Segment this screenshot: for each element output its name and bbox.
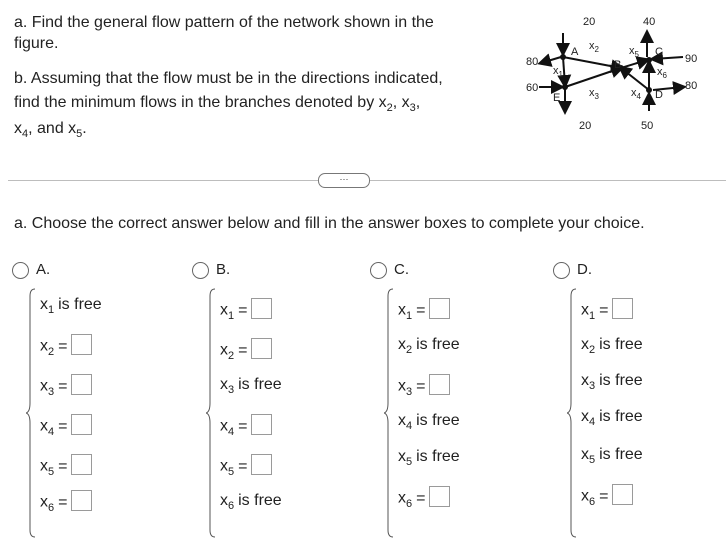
answer-input-box[interactable] — [251, 298, 272, 319]
radio-button[interactable] — [12, 262, 29, 279]
part-b-line2: find the minimum flows in the branches denoted by $x_2$, $x_3$, — [14, 94, 421, 114]
option-row-x5: $x_5$ is free — [398, 448, 460, 468]
option-row-x4: $x_4$ is free — [398, 412, 460, 432]
answer-input-box[interactable] — [71, 414, 92, 435]
option-row-x6: $x_6$ is free — [220, 492, 282, 512]
option-row-x3: $x_3$ = — [398, 376, 450, 397]
network-flow-diagram — [525, 5, 715, 135]
x3-label: $x_3$ — [589, 87, 599, 101]
answer-input-box[interactable] — [251, 454, 272, 475]
answer-input-box[interactable] — [612, 484, 633, 505]
left-brace — [567, 288, 577, 538]
radio-button[interactable] — [553, 262, 570, 279]
node-D: D — [655, 89, 663, 101]
x2-label: $x_2$ — [589, 40, 599, 54]
node-A: A — [571, 46, 579, 58]
option-row-x4: $x_4$ is free — [581, 408, 643, 428]
label-40: 40 — [643, 16, 656, 28]
x1-label: $x_1$ — [553, 65, 563, 79]
out-left-upper — [541, 57, 561, 63]
option-row-x1: $x_1$ is free — [40, 296, 102, 316]
option-row-x2: $x_2$ = — [40, 336, 92, 357]
option-row-x6: $x_6$ = — [398, 488, 450, 509]
option-letter: D. — [577, 261, 592, 278]
option-letter: A. — [36, 261, 51, 278]
option-row-x3: $x_3$ = — [40, 376, 92, 397]
node-C: C — [655, 46, 663, 58]
label-60: 60 — [526, 82, 539, 94]
option-row-x1: $x_1$ = — [220, 300, 272, 321]
part-a-line2: figure. — [14, 35, 59, 52]
answer-input-box[interactable] — [251, 414, 272, 435]
question-part-b — [14, 68, 443, 141]
edge-B-C — [621, 60, 647, 68]
option-row-x4: $x_4$ = — [40, 416, 92, 437]
expand-more-button[interactable]: ··· — [318, 173, 370, 188]
option-row-x6: $x_6$ = — [581, 486, 633, 507]
radio-button[interactable] — [192, 262, 209, 279]
option-row-x1: $x_1$ = — [581, 300, 633, 321]
label-80-left: 80 — [526, 56, 539, 68]
x6-label: $x_6$ — [657, 66, 667, 80]
option-letter: B. — [216, 261, 231, 278]
option-row-x4: $x_4$ = — [220, 416, 272, 437]
option-row-x2: $x_2$ is free — [581, 336, 643, 356]
question-part-a — [14, 12, 434, 54]
left-brace — [384, 288, 394, 538]
option-row-x3: $x_3$ is free — [581, 372, 643, 392]
left-brace — [206, 288, 216, 538]
option-row-x5: $x_5$ = — [220, 456, 272, 477]
answer-input-box[interactable] — [251, 338, 272, 359]
answer-input-box[interactable] — [71, 454, 92, 475]
answer-input-box[interactable] — [71, 490, 92, 511]
answer-input-box[interactable] — [612, 298, 633, 319]
edge-E-B — [565, 68, 621, 87]
option-letter: C. — [394, 261, 409, 278]
answer-input-box[interactable] — [429, 374, 450, 395]
radio-button[interactable] — [370, 262, 387, 279]
option-row-x5: $x_5$ is free — [581, 446, 643, 466]
option-row-x6: $x_6$ = — [40, 492, 92, 513]
label-80-right: 80 — [685, 80, 698, 92]
option-row-x2: $x_2$ = — [220, 340, 272, 361]
part-b-line3: $x_4$, and $x_5$. — [14, 120, 87, 140]
option-row-x5: $x_5$ = — [40, 456, 92, 477]
answer-input-box[interactable] — [71, 374, 92, 395]
node-B: B — [614, 59, 622, 71]
left-brace — [26, 288, 36, 538]
option-row-x3: $x_3$ is free — [220, 376, 282, 396]
answer-input-box[interactable] — [429, 486, 450, 507]
edge-A-B — [563, 57, 621, 68]
edge-A-E — [563, 57, 565, 85]
option-row-x2: $x_2$ is free — [398, 336, 460, 356]
part-b-line1: b. Assuming that the flow must be in the directions indicated, — [14, 70, 443, 87]
part-a-line1: a. Find the general flow pattern of the network shown in the — [14, 14, 434, 31]
label-20-top: 20 — [583, 16, 596, 28]
option-row-x1: $x_1$ = — [398, 300, 450, 321]
answer-input-box[interactable] — [429, 298, 450, 319]
label-20-bottom: 20 — [579, 120, 592, 132]
answer-input-box[interactable] — [71, 334, 92, 355]
label-50: 50 — [641, 120, 654, 132]
x5-label: $x_5$ — [629, 45, 639, 59]
node-E: E — [553, 92, 561, 104]
label-90: 90 — [685, 53, 698, 65]
x4-label: $x_4$ — [631, 87, 641, 101]
instruction-text: a. Choose the correct answer below and fill in the answer boxes to complete your choice. — [14, 215, 645, 232]
